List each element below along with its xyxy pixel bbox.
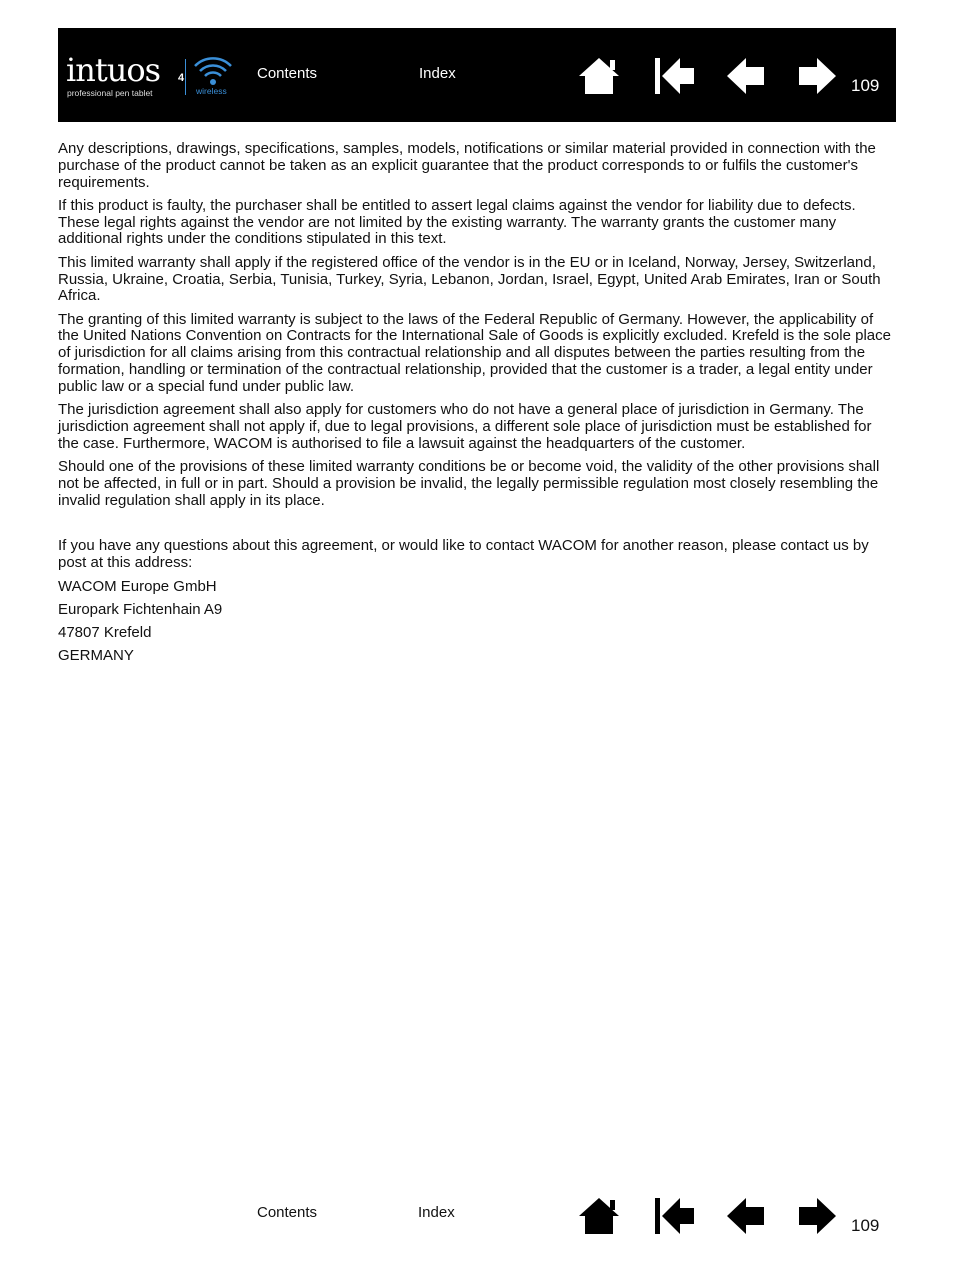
logo-divider (185, 59, 186, 95)
footer-page-number: 109 (851, 1216, 880, 1235)
contact-intro: If you have any questions about this agreement, or would like to contact WACOM for another reason, please contact us by post at this address: (58, 537, 869, 572)
paragraph: Should one of the provisions of these limited warranty conditions be or become void, the validity of the other provisions shall not be affected, in full or in part. Should a provision be invalid, the legally permissible regulation most closely resembling the invalid regulation shall apply in its place. (58, 458, 880, 509)
footer-index-link[interactable]: Index (418, 1204, 455, 1221)
address-line: Europark Fichtenhain A9 (58, 600, 223, 618)
address-line: 47807 Krefeld (58, 624, 152, 642)
footer-nav (58, 1192, 896, 1242)
address-line: GERMANY (58, 647, 134, 665)
paragraph: This limited warranty shall apply if the registered office of the vendor is in the EU or in Iceland, Norway, Jersey, Switzerland, Russia, Ukraine, Croatia, Serbia, Tunisia, Turkey, Syria, Lebanon, Jordan, Israel, Egypt, United Arab Emirates, Iran or South Africa. (58, 253, 881, 305)
next-page-icon[interactable] (795, 54, 839, 98)
home-icon[interactable] (577, 54, 621, 98)
logo-tagline: professional pen tablet (67, 88, 153, 98)
footer-contents-link[interactable]: Contents (257, 1204, 318, 1221)
footer-home-icon[interactable] (577, 1194, 621, 1238)
index-link[interactable]: Index (419, 65, 456, 82)
paragraph: The granting of this limited warranty is subject to the laws of the Federal Republic of Germany. However, the applicability of the United Nations Convention on Contracts for the International Sale of Goods is explicitly excluded. Krefeld is the sole place of jurisdiction for all claims arising from this contractual relationship and all disputes between the parties resulting from the formation, handling or termination of the contractual relationship, provided that the customer is a trader, a legal entity under public law or a special fund under public law. (58, 310, 891, 395)
address-line: WACOM Europe GmbH (58, 577, 217, 595)
paragraph: The jurisdiction agreement shall also apply for customers who do not have a general place of jurisdiction in Germany. The jurisdiction agreement shall not apply if, due to legal provisions, a different sole place of jurisdiction must be established for the case. Furthermore, WACOM is authorised to file a lawsuit against the headquarters of the customer. (58, 401, 872, 452)
footer-previous-page-icon[interactable] (724, 1194, 768, 1238)
previous-page-icon[interactable] (724, 54, 768, 98)
footer-next-page-icon[interactable] (795, 1194, 839, 1238)
footer-first-page-icon[interactable] (652, 1194, 696, 1238)
page-content (58, 141, 896, 672)
paragraph: Any descriptions, drawings, specifications, samples, models, notifications or similar material provided in connection with the purchase of the product cannot be taken as an explicit guarantee that the product corresponds to or fulfils the customer's requirements. (58, 140, 876, 191)
header-bar (58, 28, 896, 122)
paragraph: If this product is faulty, the purchaser shall be entitled to assert legal claims against the vendor for liability due to defects. These legal rights against the vendor are not limited by the existing warranty. The warranty grants the customer many additional rights under the conditions stipulated in this text. (58, 196, 856, 248)
logo-wordmark: intuos (66, 51, 160, 89)
logo-wireless-label: wireless (196, 86, 227, 96)
intuos-logo (66, 51, 185, 98)
first-page-icon[interactable] (652, 54, 696, 98)
page-number: 109 (851, 76, 880, 95)
logo-version: 4 (178, 72, 185, 84)
contents-link[interactable]: Contents (257, 65, 318, 82)
